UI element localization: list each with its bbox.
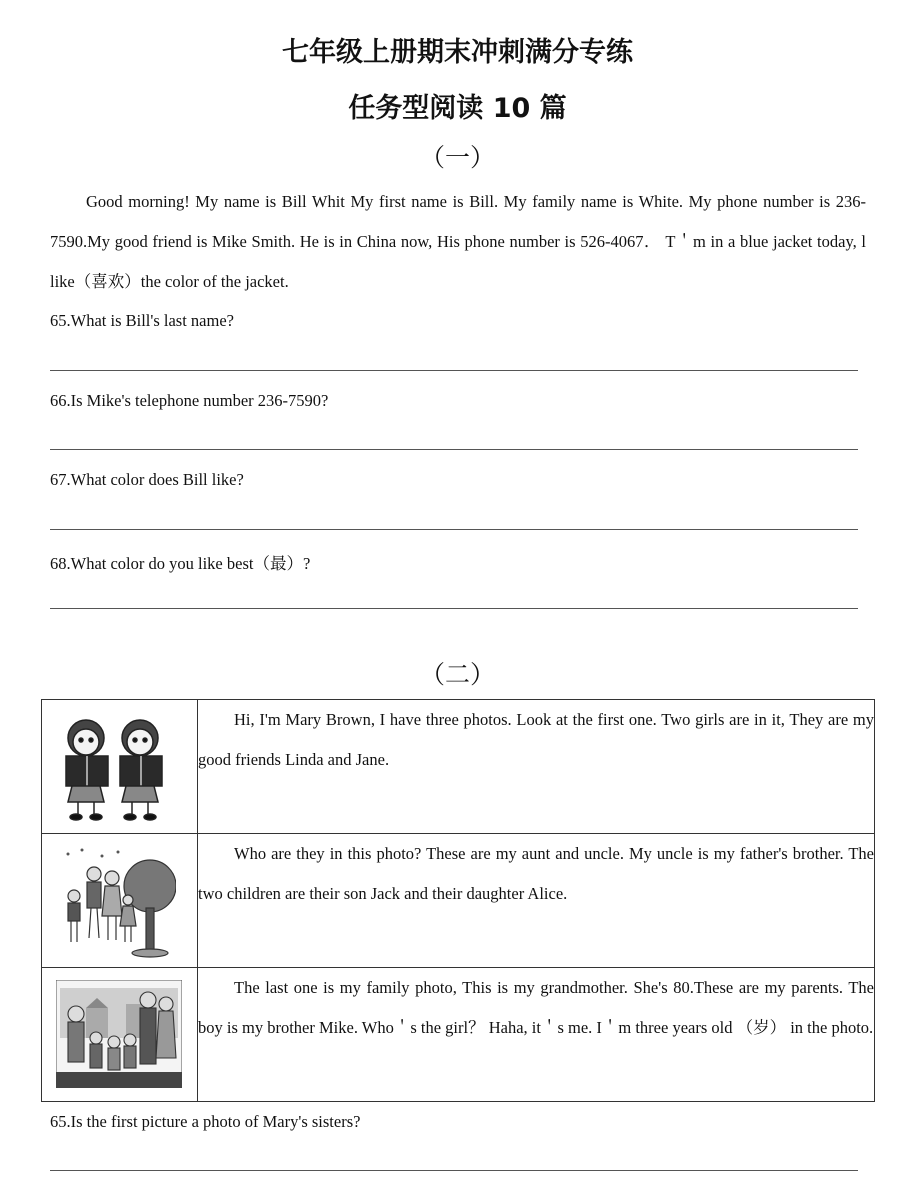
table-row [42,700,875,834]
question-66: 66.Is Mike's telephone number 236-7590? [50,391,329,410]
photo-description-1: Hi, I'm Mary Brown, I have three photos. Look at the first one. Two girls are in it, They are my good friends Linda and Jane. [198,700,875,834]
image-cell [42,968,198,1102]
question-65-part2: 65.Is the first picture a photo of Mary's sisters? [50,1112,361,1131]
page-title: 七年级上册期末冲刺满分专练 [282,37,633,68]
image-cell [42,834,198,968]
table-row [42,834,875,968]
photo-description-2: Who are they in this photo? These are my aunt and uncle. My uncle is my father's brother. The two children are their son Jack and their daughter Alice. [198,834,875,968]
section-heading-2: （二） [419,660,495,689]
question-67: 67.What color does Bill like? [50,470,244,489]
family-group-photo-picture [56,980,182,1088]
answer-line-65-part2[interactable] [50,1170,858,1171]
table-row [42,968,875,1102]
image-cell [42,700,198,834]
answer-line-66[interactable] [50,449,858,450]
two-girls-reading-picture [54,712,174,822]
question-65: 65.What is Bill's last name? [50,311,234,330]
page-subtitle: 任务型阅读 10 篇 [348,93,567,124]
photo-description-3: The last one is my family photo, This is my grandmother. She's 80.These are my parents. The boy is my brother Mike. Who＇s the girl？ Haha, it＇s me. I＇m three years old （岁） in the photo. [198,968,875,1102]
answer-line-68[interactable] [50,608,858,609]
question-68: 68.What color do you like best（最）? [50,554,311,573]
family-under-tree-picture [58,846,176,958]
photo-table [41,699,875,1102]
answer-line-67[interactable] [50,529,858,530]
reading-passage-1: Good morning! My name is Bill Whit My first name is Bill. My family name is White. My phone number is 236-7590.My good friend is Mike Smith. He is in China now, His phone number is 526-4067． T＇m in a blue jacket today, l like（喜欢）the color of the jacket. [50,192,866,291]
answer-line-65[interactable] [50,370,858,371]
section-heading-1: （一） [419,143,495,172]
